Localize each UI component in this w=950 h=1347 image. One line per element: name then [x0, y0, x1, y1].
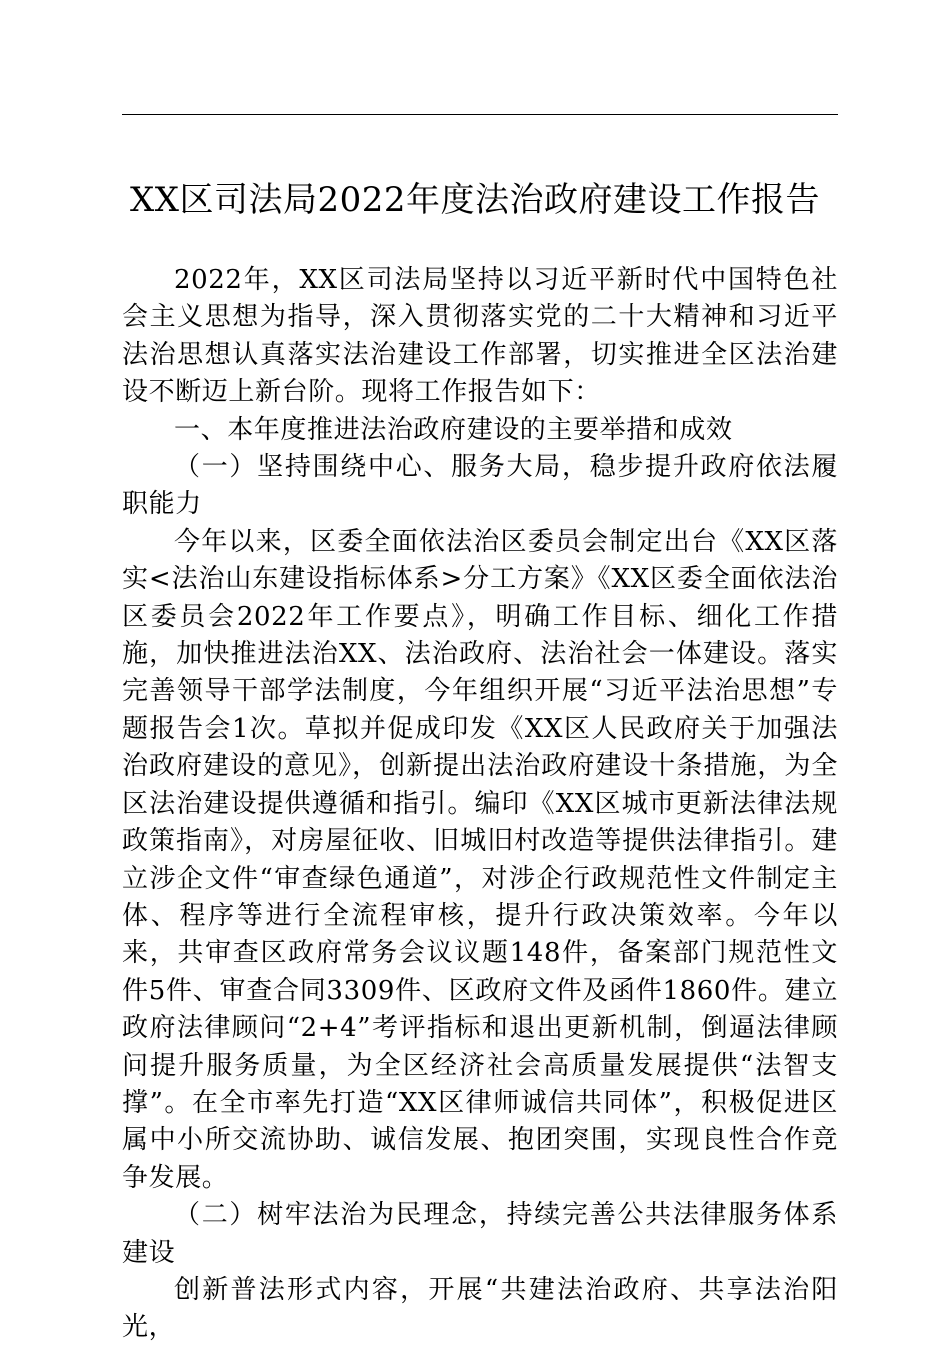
body-paragraph-1: 今年以来，区委全面依法治区委员会制定出台《XX区落实<法治山东建设指标体系>分工方案》《XX区委全面依法治区委员会2022年工作要点》，明确工作目标、细化工作措施，加快推进法治XX、法治政府、法治社会一体建设。落实完善领导干部学法制度，今年组织开展“习近平法治思想”专题报告会1次。草拟并促成印发《XX区人民政府关于加强法治政府建设的意见》，创新提出法治政府建设十条措施，为全区法治建设提供遵循和指引。编印《XX区城市更新法律法规政策指南》，对房屋征收、旧城旧村改造等提供法律指引。建立涉企文件“审查绿色通道”，对涉企行政规范性文件制定主体、程序等进行全流程审核，提升行政决策效率。今年以来，共审查区政府常务会议议题148件，备案部门规范性文件5件、审查合同3309件、区政府文件及函件1860件。建立政府法律顾问“2+4”考评指标和退出更新机制，倒逼法律顾问提升服务质量，为全区经济社会高质量发展提供“法智支撑”。在全市率先打造“XX区律师诚信共同体”，积极促进区属中小所交流协助、诚信发展、抱团突围，实现良性合作竞争发展。 — [122, 526, 838, 1193]
document-body — [122, 262, 838, 1347]
header-rule — [122, 114, 838, 115]
section-heading-1: 一、本年度推进法治政府建设的主要举措和成效 — [174, 414, 733, 445]
subsection-heading-1: （一）坚持围绕中心、服务大局，稳步提升政府依法履职能力 — [122, 452, 838, 520]
body-paragraph-2: 创新普法形式内容，开展“共建法治政府、共享法治阳光， — [122, 1274, 838, 1343]
intro-paragraph: 2022年，XX区司法局坚持以习近平新时代中国特色社会主义思想为指导，深入贯彻落实党的二十大精神和习近平法治思想认真落实法治建设工作部署，切实推进全区法治建设不断迈上新台阶。现将工作报告如下： — [122, 265, 838, 408]
document-title: XX区司法局2022年度法治政府建设工作报告 — [130, 180, 820, 220]
subsection-heading-2: （二）树牢法治为民理念，持续完善公共法律服务体系建设 — [122, 1200, 838, 1268]
